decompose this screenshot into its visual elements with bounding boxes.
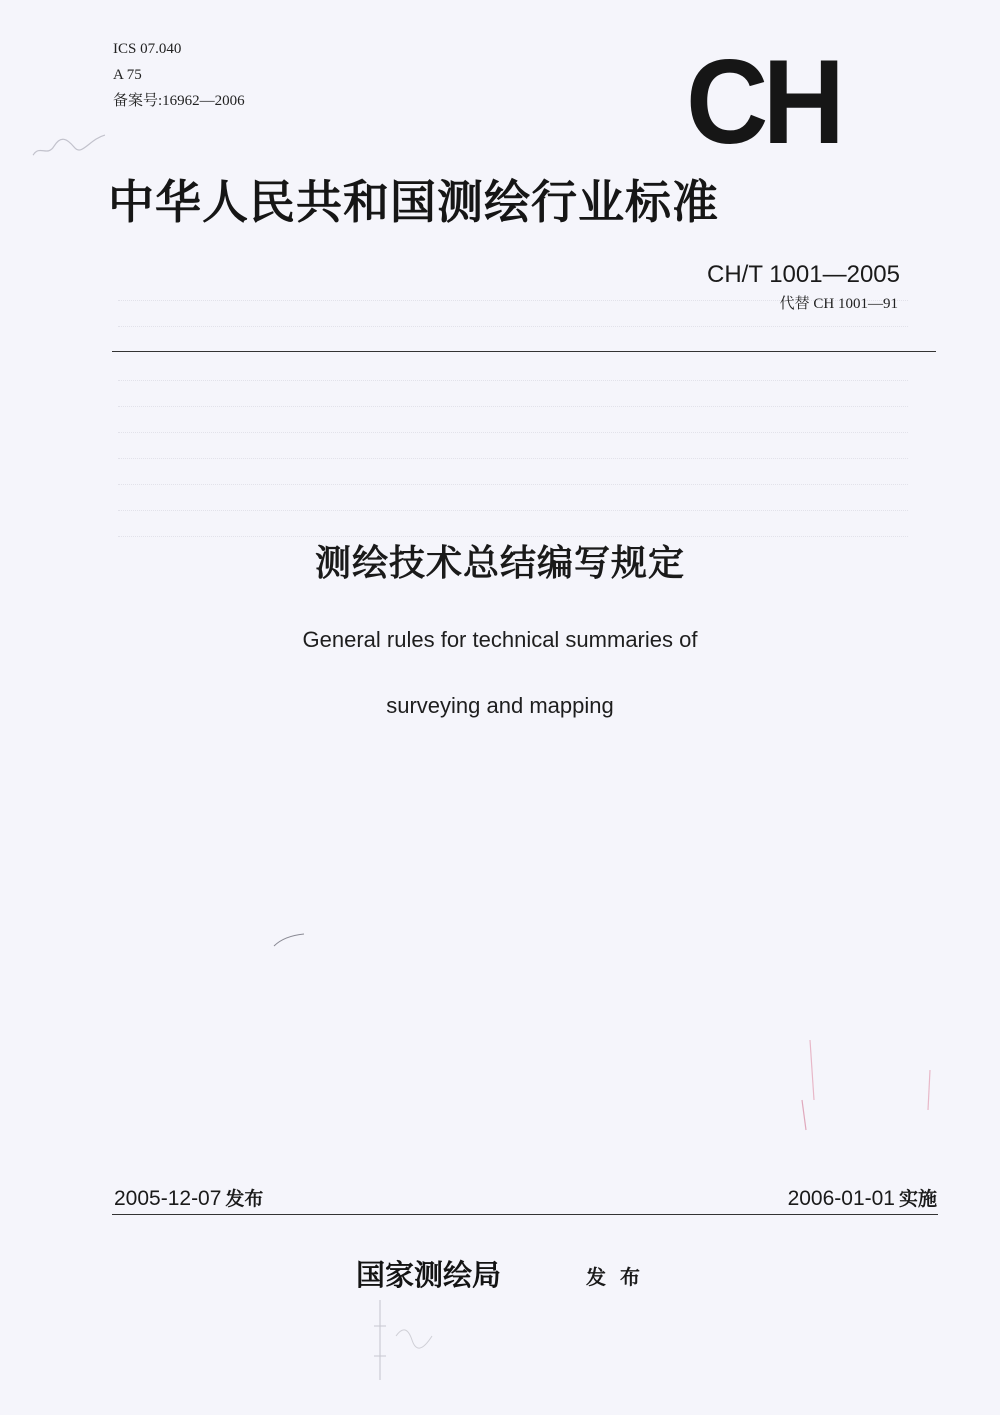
top-divider	[112, 351, 936, 352]
show-through-line	[118, 432, 908, 434]
english-title-line-1: General rules for technical summaries of	[302, 627, 698, 652]
standard-number: CH/T 1001—2005	[706, 261, 900, 288]
issue-date	[114, 1185, 263, 1213]
pencil-annotation-icon	[372, 1296, 442, 1386]
implementation-date-label: 实施	[898, 1188, 937, 1210]
publish-label: 发布	[586, 1265, 654, 1289]
implementation-date-value: 2006-01-01	[787, 1187, 895, 1210]
replaces-standard: 代替 CH 1001—91	[779, 296, 898, 312]
show-through-line	[118, 406, 908, 408]
show-through-line	[118, 510, 908, 512]
publisher-name: 国家测绘局	[356, 1258, 502, 1292]
record-number: 备案号:16962—2006	[113, 93, 245, 109]
ministry-standard-title: 中华人民共和国测绘行业标准	[108, 175, 719, 229]
issue-date-value: 2005-12-07	[114, 1187, 222, 1210]
classification-block	[113, 36, 245, 114]
chinese-title: 测绘技术总结编写规定	[314, 543, 685, 584]
show-through-line	[118, 484, 908, 486]
show-through-line	[118, 326, 908, 328]
ics-code: ICS 07.040	[113, 41, 182, 57]
category-code: A 75	[113, 67, 142, 83]
issue-date-label: 发布	[225, 1188, 264, 1210]
show-through-line	[118, 536, 908, 538]
show-through-line	[118, 380, 908, 382]
pink-ink-mark	[780, 1030, 940, 1140]
paper-crease-mark	[270, 930, 310, 950]
implementation-date	[788, 1185, 937, 1213]
ch-logo: CH	[686, 35, 840, 169]
show-through-line	[118, 458, 908, 460]
bottom-divider	[112, 1214, 938, 1215]
pencil-scribble-icon	[28, 125, 111, 166]
english-title-line-2: surveying and mapping	[386, 693, 614, 718]
